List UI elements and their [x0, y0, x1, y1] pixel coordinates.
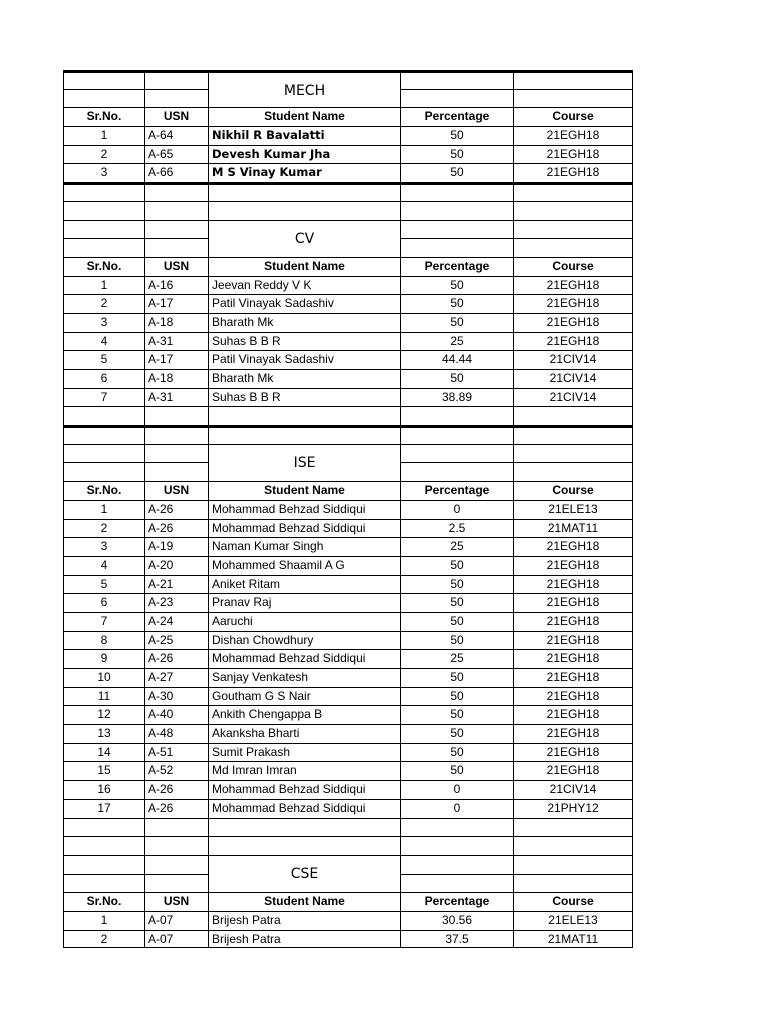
usn-cell: A-25 — [144, 631, 208, 650]
blank-row — [63, 836, 633, 855]
percentage-cell: 50 — [400, 126, 513, 145]
usn-cell: A-26 — [144, 519, 208, 538]
percentage-cell: 50 — [400, 276, 513, 295]
sr-no-cell: 11 — [63, 687, 144, 706]
sr-no-cell: 1 — [63, 126, 144, 145]
course-cell: 21EGH18 — [513, 556, 633, 575]
course-cell: 21ELE13 — [513, 911, 633, 930]
student-name-cell: Pranav Raj — [208, 593, 400, 612]
usn-cell: A-40 — [144, 705, 208, 724]
table-row — [63, 163, 633, 182]
student-name-cell: Goutham G S Nair — [208, 687, 400, 706]
course-header: Course — [513, 892, 633, 911]
student-name-cell: Mohammad Behzad Siddiqui — [208, 799, 400, 818]
percentage-cell: 50 — [400, 593, 513, 612]
cse-rows — [63, 911, 633, 948]
course-cell: 21EGH18 — [513, 631, 633, 650]
course-cell: 21EGH18 — [513, 145, 633, 164]
table-row — [63, 145, 633, 164]
table-row — [63, 649, 633, 668]
usn-cell: A-21 — [144, 575, 208, 594]
percentage-cell: 50 — [400, 668, 513, 687]
percentage-header: Percentage — [400, 257, 513, 276]
blank-row — [63, 874, 633, 893]
usn-header: USN — [144, 257, 208, 276]
course-cell: 21EGH18 — [513, 724, 633, 743]
student-name-cell: Suhas B B R — [208, 332, 400, 351]
student-name-cell: Dishan Chowdhury — [208, 631, 400, 650]
usn-cell: A-30 — [144, 687, 208, 706]
percentage-cell: 50 — [400, 631, 513, 650]
usn-cell: A-27 — [144, 668, 208, 687]
percentage-cell: 50 — [400, 313, 513, 332]
percentage-cell: 50 — [400, 687, 513, 706]
table-row — [63, 799, 633, 818]
percentage-cell: 0 — [400, 500, 513, 519]
table-row — [63, 332, 633, 351]
header-row — [63, 257, 633, 276]
table-row — [63, 388, 633, 407]
cv-rows — [63, 276, 633, 407]
course-cell: 21EGH18 — [513, 705, 633, 724]
course-cell: 21EGH18 — [513, 537, 633, 556]
student-name-cell: Bharath Mk — [208, 369, 400, 388]
course-cell: 21EGH18 — [513, 332, 633, 351]
blank-row — [63, 444, 633, 471]
percentage-cell: 50 — [400, 761, 513, 780]
sr-no-cell: 17 — [63, 799, 144, 818]
percentage-cell: 50 — [400, 612, 513, 631]
sr-no-cell: 15 — [63, 761, 144, 780]
course-cell: 21EGH18 — [513, 668, 633, 687]
course-cell: 21EGH18 — [513, 761, 633, 780]
section-title: ISE — [208, 444, 400, 481]
blank-row — [63, 70, 633, 99]
student-name-cell: Brijesh Patra — [208, 930, 400, 948]
student-name-cell: Jeevan Reddy V K — [208, 276, 400, 295]
blank-row — [63, 182, 633, 201]
usn-cell: A-07 — [144, 930, 208, 948]
student-name-cell: Bharath Mk — [208, 313, 400, 332]
course-cell: 21EGH18 — [513, 612, 633, 631]
student-name-cell: Mohammad Behzad Siddiqui — [208, 649, 400, 668]
course-cell: 21EGH18 — [513, 276, 633, 295]
sr-no-cell: 3 — [63, 537, 144, 556]
table-row — [63, 631, 633, 650]
usn-cell: A-31 — [144, 332, 208, 351]
usn-cell: A-51 — [144, 743, 208, 762]
percentage-cell: 50 — [400, 575, 513, 594]
sr-no-cell: 10 — [63, 668, 144, 687]
percentage-cell: 25 — [400, 649, 513, 668]
student-name-cell: Akanksha Bharti — [208, 724, 400, 743]
usn-header: USN — [144, 107, 208, 126]
sr-no-cell: 5 — [63, 350, 144, 369]
table-row — [63, 612, 633, 631]
sr-no-cell: 2 — [63, 930, 144, 948]
course-cell: 21EGH18 — [513, 687, 633, 706]
ise-rows — [63, 500, 633, 818]
percentage-cell: 44.44 — [400, 350, 513, 369]
percentage-cell: 50 — [400, 294, 513, 313]
srno-header: Sr.No. — [63, 892, 144, 911]
student-name-cell: Patil Vinayak Sadashiv — [208, 294, 400, 313]
usn-cell: A-31 — [144, 388, 208, 407]
course-header: Course — [513, 257, 633, 276]
header-row — [63, 892, 633, 911]
usn-header: USN — [144, 892, 208, 911]
sr-no-cell: 1 — [63, 500, 144, 519]
name-header: Student Name — [208, 481, 400, 500]
sr-no-cell: 3 — [63, 313, 144, 332]
name-header: Student Name — [208, 892, 400, 911]
sr-no-cell: 2 — [63, 294, 144, 313]
course-cell: 21CIV14 — [513, 780, 633, 799]
usn-cell: A-07 — [144, 911, 208, 930]
usn-cell: A-16 — [144, 276, 208, 295]
student-name-cell: Suhas B B R — [208, 388, 400, 407]
student-name-cell: Mohammad Behzad Siddiqui — [208, 500, 400, 519]
blank-row — [63, 238, 633, 257]
table-row — [63, 743, 633, 762]
sr-no-cell: 13 — [63, 724, 144, 743]
student-name-cell: Patil Vinayak Sadashiv — [208, 350, 400, 369]
course-cell: 21EGH18 — [513, 575, 633, 594]
student-name-cell: Mohammed Shaamil A G — [208, 556, 400, 575]
course-cell: 21EGH18 — [513, 163, 633, 182]
course-cell: 21MAT11 — [513, 519, 633, 538]
name-header: Student Name — [208, 257, 400, 276]
percentage-cell: 0 — [400, 780, 513, 799]
sr-no-cell: 14 — [63, 743, 144, 762]
blank-row — [63, 855, 633, 882]
mech-rows — [63, 126, 633, 182]
table-row — [63, 911, 633, 930]
srno-header: Sr.No. — [63, 257, 144, 276]
usn-cell: A-65 — [144, 145, 208, 164]
course-cell: 21EGH18 — [513, 126, 633, 145]
percentage-cell: 38.89 — [400, 388, 513, 407]
usn-cell: A-64 — [144, 126, 208, 145]
blank-row — [63, 220, 633, 247]
percentage-cell: 50 — [400, 163, 513, 182]
table-row — [63, 350, 633, 369]
usn-cell: A-26 — [144, 780, 208, 799]
usn-cell: A-20 — [144, 556, 208, 575]
percentage-cell: 50 — [400, 145, 513, 164]
percentage-cell: 50 — [400, 705, 513, 724]
sr-no-cell: 16 — [63, 780, 144, 799]
name-header: Student Name — [208, 107, 400, 126]
blank-row — [63, 425, 633, 444]
course-cell: 21EGH18 — [513, 593, 633, 612]
course-cell: 21CIV14 — [513, 369, 633, 388]
course-cell: 21ELE13 — [513, 500, 633, 519]
percentage-cell: 30.56 — [400, 911, 513, 930]
course-cell: 21EGH18 — [513, 313, 633, 332]
percentage-cell: 25 — [400, 537, 513, 556]
student-name-cell: Aaruchi — [208, 612, 400, 631]
percentage-header: Percentage — [400, 107, 513, 126]
sr-no-cell: 9 — [63, 649, 144, 668]
course-cell: 21PHY12 — [513, 799, 633, 818]
header-row — [63, 481, 633, 500]
percentage-cell: 50 — [400, 369, 513, 388]
usn-cell: A-19 — [144, 537, 208, 556]
table-row — [63, 930, 633, 949]
usn-cell: A-23 — [144, 593, 208, 612]
table-row — [63, 668, 633, 687]
blank-row — [63, 406, 633, 425]
usn-cell: A-18 — [144, 313, 208, 332]
student-name-cell: Sanjay Venkatesh — [208, 668, 400, 687]
course-cell: 21CIV14 — [513, 350, 633, 369]
sr-no-cell: 8 — [63, 631, 144, 650]
usn-cell: A-66 — [144, 163, 208, 182]
section-title: MECH — [208, 72, 400, 109]
sr-no-cell: 6 — [63, 369, 144, 388]
student-name-cell: M S Vinay Kumar — [208, 163, 400, 182]
percentage-cell: 0 — [400, 799, 513, 818]
student-name-cell: Md Imran Imran — [208, 761, 400, 780]
student-name-cell: Brijesh Patra — [208, 911, 400, 930]
sr-no-cell: 1 — [63, 911, 144, 930]
table-row — [63, 313, 633, 332]
student-name-cell: Mohammad Behzad Siddiqui — [208, 519, 400, 538]
usn-header: USN — [144, 481, 208, 500]
course-cell: 21EGH18 — [513, 294, 633, 313]
usn-cell: A-26 — [144, 649, 208, 668]
usn-cell: A-17 — [144, 350, 208, 369]
header-row — [63, 107, 633, 126]
usn-cell: A-24 — [144, 612, 208, 631]
sr-no-cell: 12 — [63, 705, 144, 724]
table-row — [63, 369, 633, 388]
sr-no-cell: 2 — [63, 519, 144, 538]
course-cell: 21EGH18 — [513, 743, 633, 762]
section-title: CSE — [208, 855, 400, 892]
course-cell: 21MAT11 — [513, 930, 633, 948]
sr-no-cell: 7 — [63, 388, 144, 407]
table-row — [63, 724, 633, 743]
blank-row — [63, 201, 633, 220]
sr-no-cell: 5 — [63, 575, 144, 594]
usn-cell: A-17 — [144, 294, 208, 313]
student-name-cell: Devesh Kumar Jha — [208, 145, 400, 164]
table-row — [63, 276, 633, 295]
percentage-cell: 50 — [400, 743, 513, 762]
table-row — [63, 687, 633, 706]
blank-row — [63, 462, 633, 481]
course-cell: 21CIV14 — [513, 388, 633, 407]
course-header: Course — [513, 481, 633, 500]
percentage-header: Percentage — [400, 481, 513, 500]
section-title: CV — [208, 220, 400, 257]
blank-row — [63, 89, 633, 108]
usn-cell: A-26 — [144, 500, 208, 519]
percentage-cell: 2.5 — [400, 519, 513, 538]
sr-no-cell: 1 — [63, 276, 144, 295]
percentage-header: Percentage — [400, 892, 513, 911]
table-row — [63, 761, 633, 780]
usn-cell: A-26 — [144, 799, 208, 818]
usn-cell: A-48 — [144, 724, 208, 743]
student-name-cell: Nikhil R Bavalatti — [208, 126, 400, 145]
student-name-cell: Naman Kumar Singh — [208, 537, 400, 556]
student-name-cell: Sumit Prakash — [208, 743, 400, 762]
student-name-cell: Ankith Chengappa B — [208, 705, 400, 724]
blank-row — [63, 818, 633, 837]
table-row — [63, 575, 633, 594]
percentage-cell: 37.5 — [400, 930, 513, 948]
sr-no-cell: 7 — [63, 612, 144, 631]
sr-no-cell: 2 — [63, 145, 144, 164]
attendance-sheet — [63, 70, 633, 948]
table-row — [63, 593, 633, 612]
course-cell: 21EGH18 — [513, 649, 633, 668]
table-row — [63, 294, 633, 313]
course-header: Course — [513, 107, 633, 126]
table-row — [63, 537, 633, 556]
student-name-cell: Aniket Ritam — [208, 575, 400, 594]
srno-header: Sr.No. — [63, 107, 144, 126]
sr-no-cell: 4 — [63, 332, 144, 351]
table-row — [63, 705, 633, 724]
table-row — [63, 556, 633, 575]
sr-no-cell: 4 — [63, 556, 144, 575]
sr-no-cell: 6 — [63, 593, 144, 612]
table-row — [63, 500, 633, 519]
srno-header: Sr.No. — [63, 481, 144, 500]
usn-cell: A-52 — [144, 761, 208, 780]
sr-no-cell: 3 — [63, 163, 144, 182]
usn-cell: A-18 — [144, 369, 208, 388]
percentage-cell: 25 — [400, 332, 513, 351]
table-row — [63, 126, 633, 145]
percentage-cell: 50 — [400, 724, 513, 743]
table-row — [63, 780, 633, 799]
percentage-cell: 50 — [400, 556, 513, 575]
student-name-cell: Mohammad Behzad Siddiqui — [208, 780, 400, 799]
table-row — [63, 519, 633, 538]
